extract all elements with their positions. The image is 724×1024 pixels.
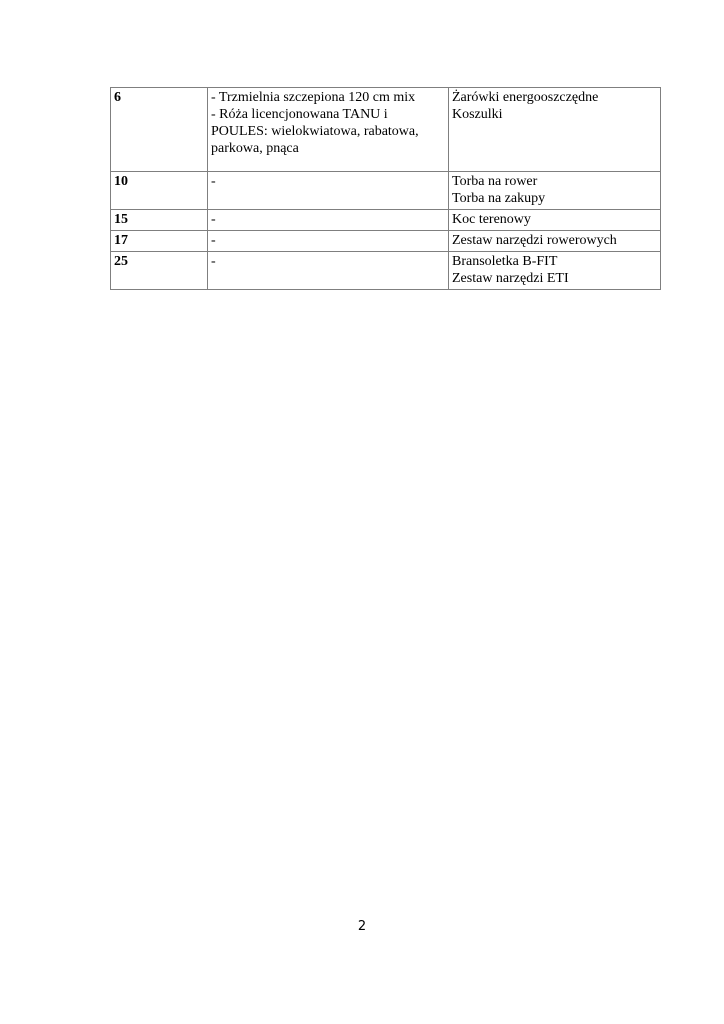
points-cell xyxy=(111,252,208,290)
plants-line: - Trzmielnia szczepiona 120 cm mix xyxy=(211,90,416,105)
points-value: 10 xyxy=(114,174,128,189)
plants-cell xyxy=(208,231,449,252)
points-cell xyxy=(111,172,208,210)
plants-cell xyxy=(208,252,449,290)
item-line: Torba na rower xyxy=(452,174,538,189)
item-line: Zestaw narzędzi ETI xyxy=(452,271,569,286)
item-line: Koc terenowy xyxy=(452,212,531,227)
plants-line: - Róża licencjonowana TANU i xyxy=(211,107,388,122)
points-cell xyxy=(111,231,208,252)
page-number: 2 xyxy=(357,919,367,934)
plants-line: - xyxy=(211,174,216,189)
points-value: 25 xyxy=(114,254,128,269)
table-row xyxy=(111,252,661,290)
plants-cell xyxy=(208,88,449,172)
plants-line: parkowa, pnąca xyxy=(211,141,299,156)
points-value: 15 xyxy=(114,212,128,227)
plants-line: - xyxy=(211,233,216,248)
points-cell xyxy=(111,210,208,231)
table-row xyxy=(111,231,661,252)
items-cell xyxy=(449,88,661,172)
item-line: Torba na zakupy xyxy=(452,191,546,206)
table-row xyxy=(111,88,661,172)
items-cell xyxy=(449,252,661,290)
items-cell xyxy=(449,172,661,210)
table-row xyxy=(111,172,661,210)
points-value: 17 xyxy=(114,233,128,248)
item-line: Zestaw narzędzi rowerowych xyxy=(452,233,617,248)
rewards-table xyxy=(110,87,661,290)
item-line: Koszulki xyxy=(452,107,503,122)
plants-line: - xyxy=(211,212,216,227)
items-cell xyxy=(449,210,661,231)
plants-line: - xyxy=(211,254,216,269)
points-cell xyxy=(111,88,208,172)
items-cell xyxy=(449,231,661,252)
plants-cell xyxy=(208,210,449,231)
plants-line: POULES: wielokwiatowa, rabatowa, xyxy=(211,124,419,139)
points-value: 6 xyxy=(114,90,121,105)
item-line: Żarówki energooszczędne xyxy=(452,90,599,105)
item-line: Bransoletka B-FIT xyxy=(452,254,558,269)
plants-cell xyxy=(208,172,449,210)
table-row xyxy=(111,210,661,231)
